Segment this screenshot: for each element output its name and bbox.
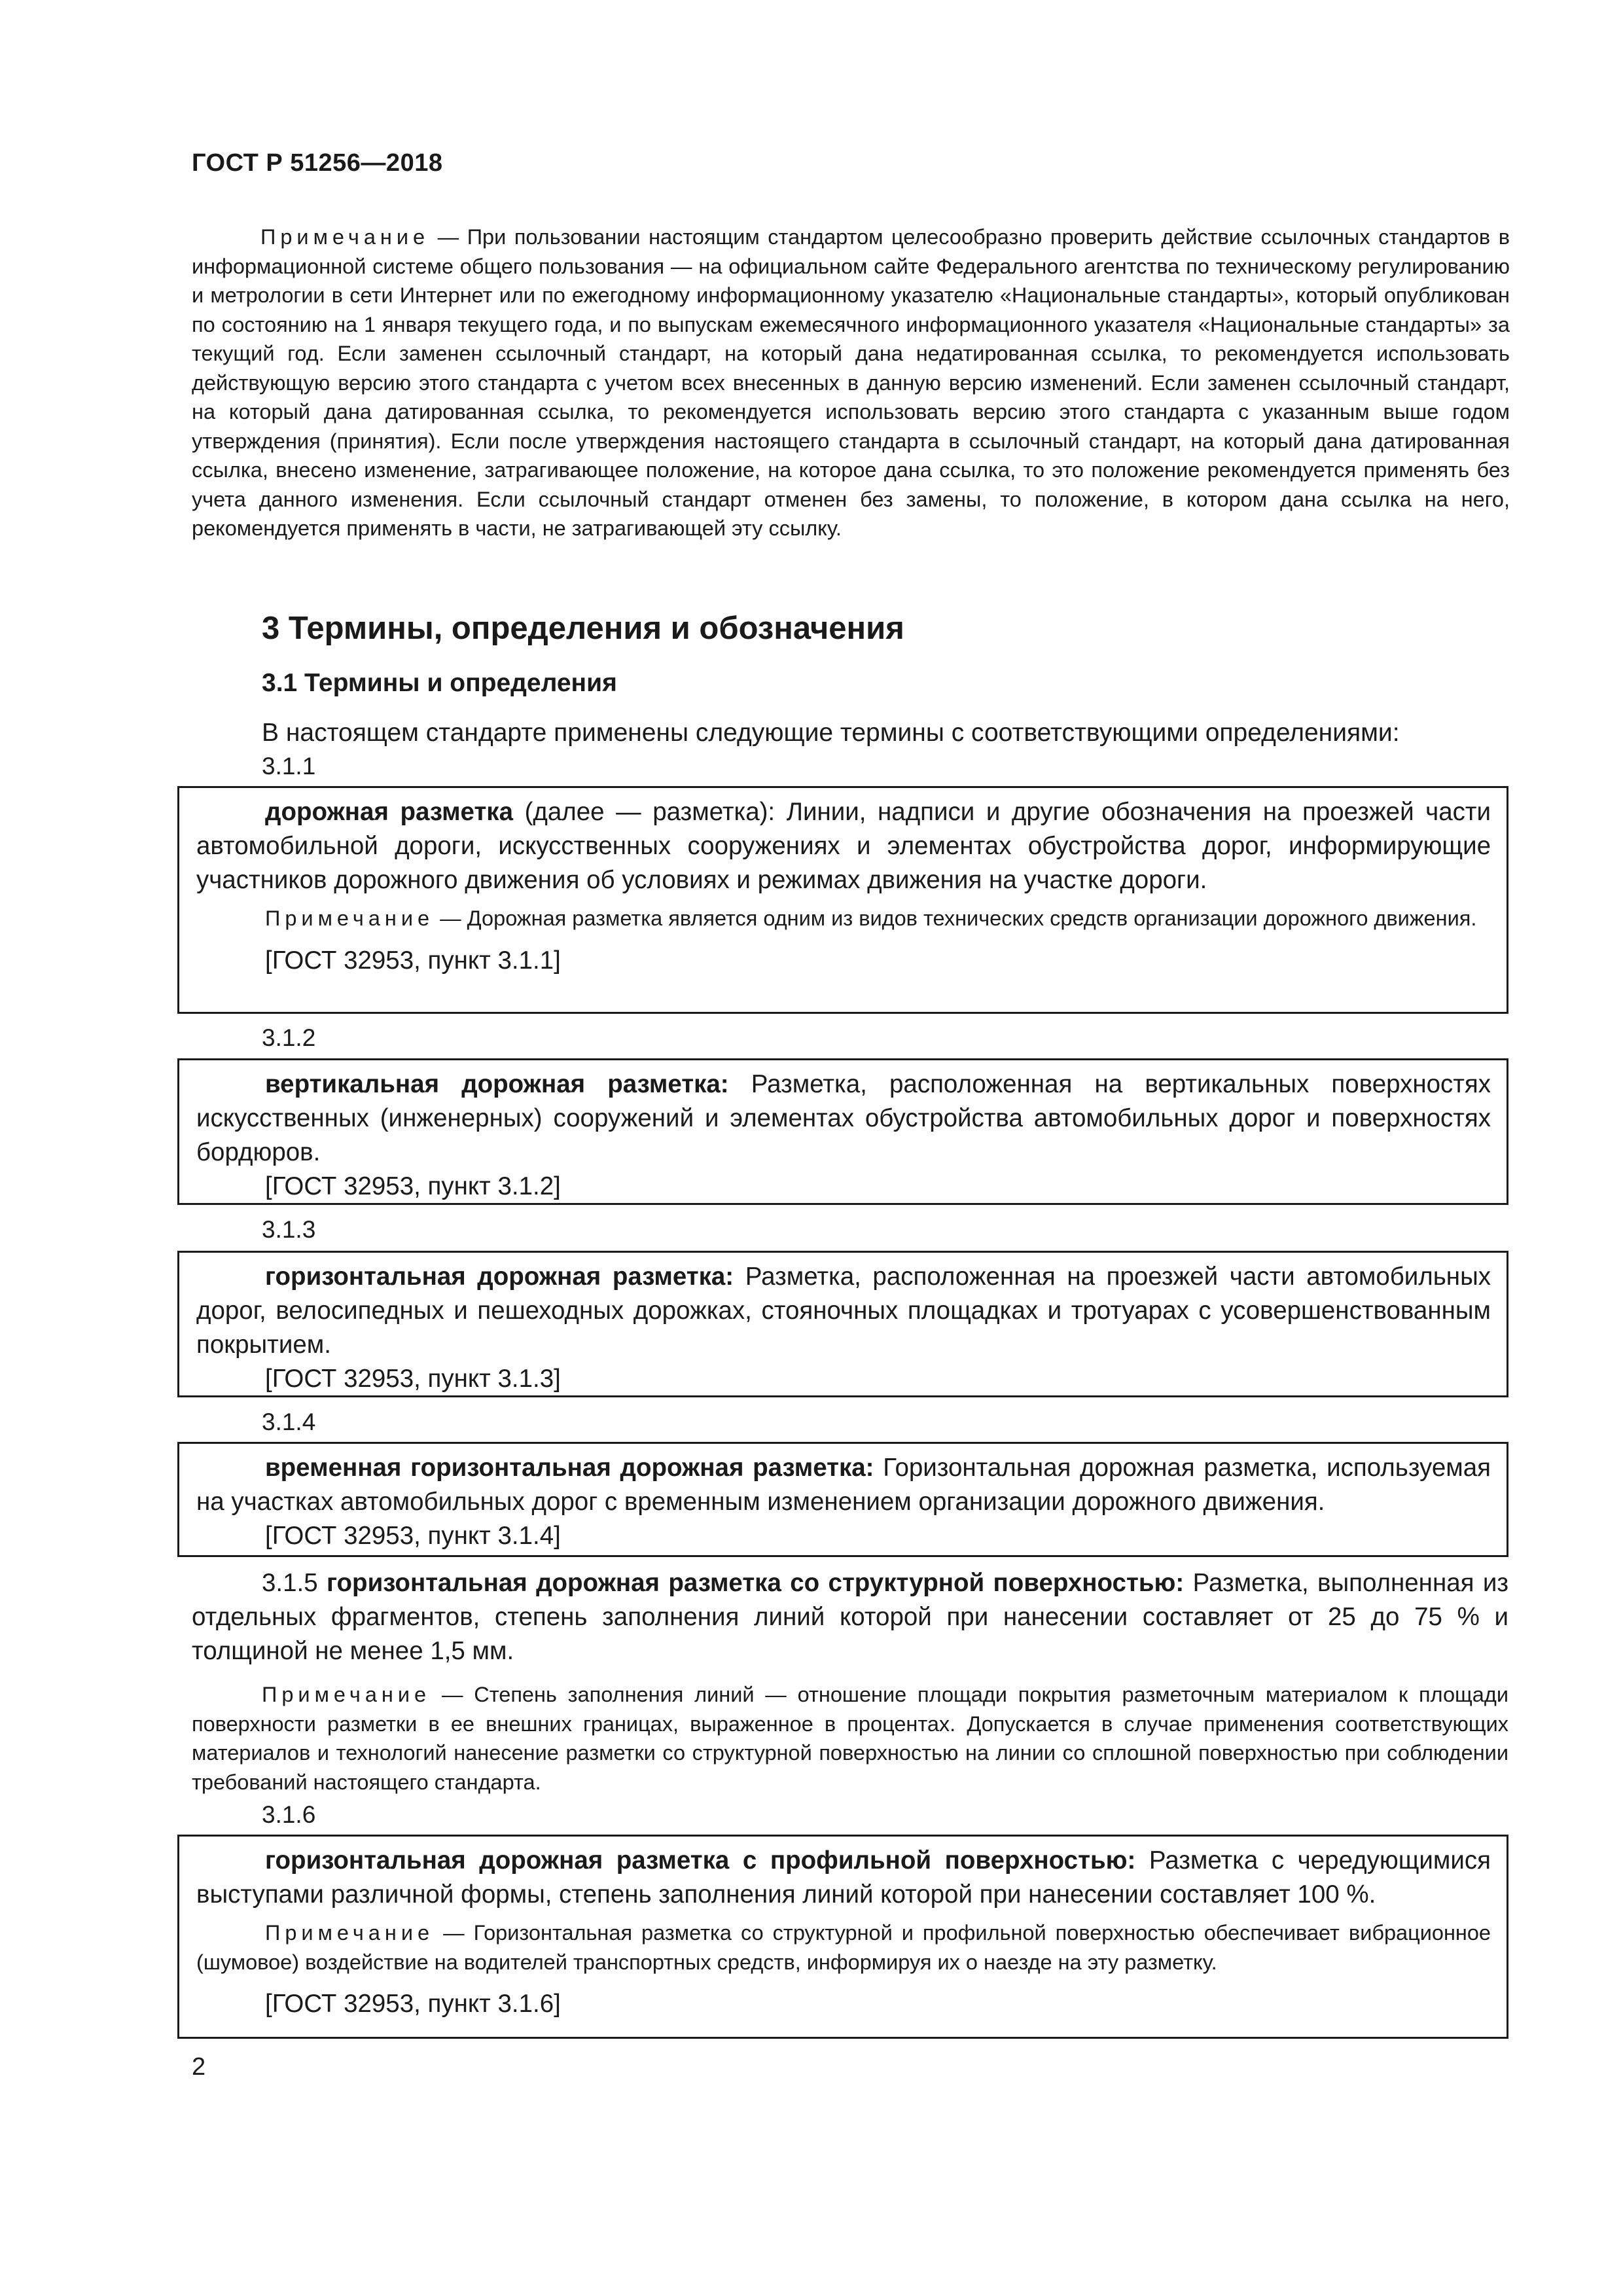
term-definition-text: (далее — разметка): Линии, надписи и другие обозначения на проезжей части автомобильной дороги, искусственных сооружениях и элементах обустройства дорог, информирующие участников дорожного движения об условиях и режимах движения на участке дороги. <box>196 798 1491 894</box>
note-label: Примечание <box>262 1683 431 1706</box>
term-note <box>196 1918 1491 1977</box>
term-number: 3.1.4 <box>262 1408 316 1435</box>
term-definition <box>192 1566 1508 1668</box>
note-text: — Степень заполнения линий — отношение площади покрытия разметочным материалом к площади поверхности разметки в ее внешних границах, выраженное в процентах. Допускается в случае применения соответствующих материалов и технологий нанесение разметки со структурной поверхностью на линии со сплошной поверхностью при соблюдении требований настоящего стандарта. <box>192 1683 1508 1794</box>
term-name: горизонтальная дорожная разметка с профильной поверхностью: <box>265 1846 1136 1874</box>
term-source: [ГОСТ 32953, пункт 3.1.4] <box>265 1522 561 1550</box>
note-label: Примечание <box>260 225 430 249</box>
intro-text: В настоящем стандарте применены следующие термины с соответствующими определениями: <box>262 719 1400 747</box>
term-number: 3.1.2 <box>262 1024 316 1051</box>
term-note <box>196 904 1491 933</box>
term-name: горизонтальная дорожная разметка со структурной поверхностью: <box>327 1569 1185 1597</box>
note-text: — При пользовании настоящим стандартом целесообразно проверить действие ссылочных стандартов в информационной системе общего пользования — на официальном сайте Федерального агентства по техническому регулированию и метрологии в сети Интернет или по ежегодному информационному указателю «Национальные стандарты», который опубликован по состоянию на 1 января текущего года, и по выпускам ежемесячного информационного указателя «Национальные стандарты» за текущий год. Если заменен ссылочный стандарт, на который дана недатированная ссылка, то рекомендуется использовать действующую версию этого стандарта с учетом всех внесенных в данную версию изменений. Если заменен ссылочный стандарт, на который дана датированная ссылка, то рекомендуется использовать версию этого стандарта с указанным выше годом утверждения (принятия). Если после утверждения настоящего стандарта в ссылочный стандарт, на который дана датированная ссылка, внесено изменение, затрагивающее положение, на которое дана ссылка, то это положение рекомендуется применять без учета данного изменения. Если ссылочный стандарт отменен без замены, то положение, в котором дана ссылка на него, рекомендуется применять в части, не затрагивающей эту ссылку. <box>192 225 1510 540</box>
term-number: 3.1.1 <box>262 753 316 780</box>
note-text: — Горизонтальная разметка со структурной и профильной поверхностью обеспечивает вибрационное (шумовое) воздействие на водителей транспортных средств, информируя их о наезде на эту разметку. <box>196 1921 1491 1974</box>
term-3-1-5 <box>192 1566 1508 1797</box>
term-definition-text: Разметка, расположенная на проезжей части автомобильных дорог, велосипедных и пешеходных дорожках, стояночных площадках и тротуарах с усовершенствованным покрытием. <box>196 1263 1491 1359</box>
term-source: [ГОСТ 32953, пункт 3.1.1] <box>265 946 561 975</box>
term-box <box>177 1058 1508 1205</box>
term-definition-text: Разметка с чередующимися выступами различной формы, степень заполнения линий которой при нанесении составляет 100 %. <box>196 1846 1491 1909</box>
term-source: [ГОСТ 32953, пункт 3.1.3] <box>265 1365 561 1393</box>
term-number: 3.1.5 <box>262 1569 318 1597</box>
term-definition-text: Горизонтальная дорожная разметка, используемая на участках автомобильных дорог с временным изменением организации дорожного движения. <box>196 1454 1491 1516</box>
document-header: ГОСТ Р 51256—2018 <box>192 149 443 177</box>
term-source: [ГОСТ 32953, пункт 3.1.2] <box>265 1172 561 1200</box>
term-definition <box>196 1260 1491 1362</box>
term-note <box>192 1680 1508 1797</box>
term-name: временная горизонтальная дорожная разметка: <box>265 1454 874 1482</box>
term-definition <box>196 1451 1491 1519</box>
term-name: дорожная разметка <box>265 798 513 826</box>
term-definition <box>196 1067 1491 1170</box>
term-definition <box>196 795 1491 897</box>
term-box <box>177 1251 1508 1397</box>
note-label: Примечание <box>265 906 435 930</box>
term-name: вертикальная дорожная разметка: <box>265 1070 729 1098</box>
subsection-heading: 3.1 Термины и определения <box>262 669 617 697</box>
term-definition-text: Разметка, расположенная на вертикальных поверхностях искусственных (инженерных) сооружений и элементах обустройства автомобильных дорог и поверхностях бордюров. <box>196 1070 1491 1166</box>
term-number: 3.1.3 <box>262 1216 316 1243</box>
term-source: [ГОСТ 32953, пункт 3.1.6] <box>265 1990 561 2018</box>
section-heading: 3 Термины, определения и обозначения <box>262 611 904 646</box>
note-text: — Дорожная разметка является одним из видов технических средств организации дорожного движения. <box>434 906 1477 930</box>
term-definition-text: Разметка, выполненная из отдельных фрагментов, степень заполнения линий которой при нанесении составляет от 25 до 75 % и толщиной не менее 1,5 мм. <box>192 1569 1508 1665</box>
term-name: горизонтальная дорожная разметка: <box>265 1263 734 1291</box>
page-number: 2 <box>192 2053 206 2081</box>
note-label: Примечание <box>265 1921 435 1945</box>
term-definition <box>196 1844 1491 1912</box>
term-box <box>177 1835 1508 2039</box>
term-box <box>177 1442 1508 1557</box>
term-box <box>177 786 1508 1014</box>
term-number: 3.1.6 <box>262 1801 316 1828</box>
note-references <box>192 223 1510 543</box>
